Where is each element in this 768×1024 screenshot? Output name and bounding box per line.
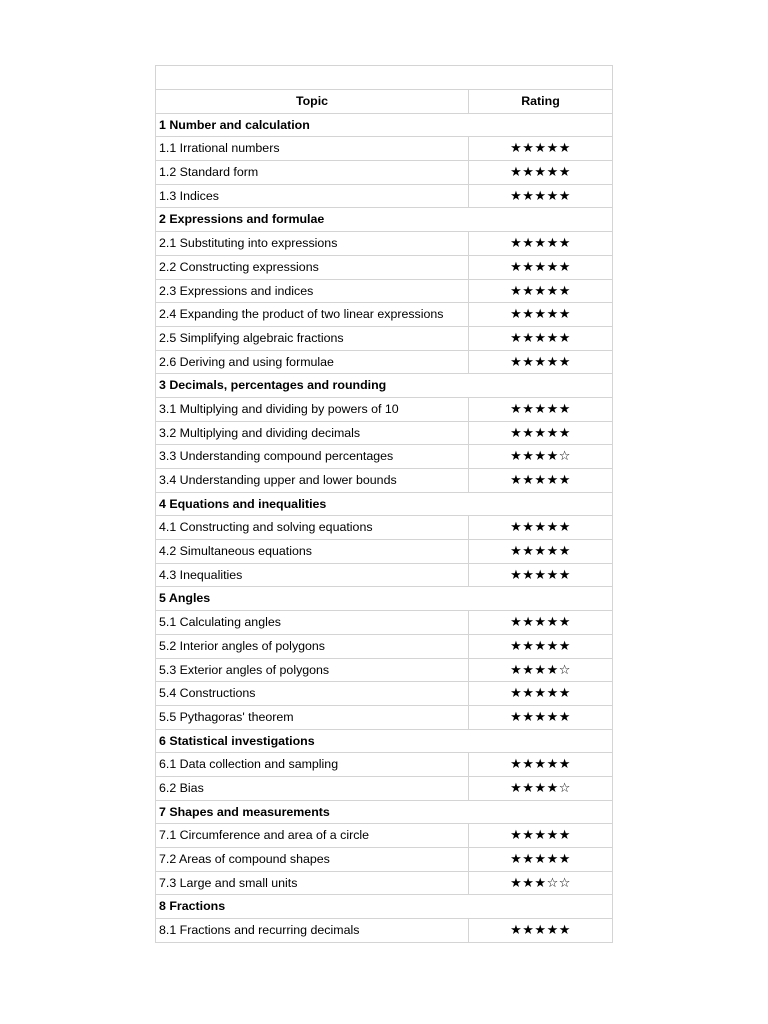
topic-rating-table <box>155 65 613 943</box>
section-header-row <box>156 586 612 610</box>
topic-cell: 2.1 Substituting into expressions <box>159 236 338 251</box>
table-row <box>156 847 612 871</box>
star-rating-cell: ★★★★★ <box>468 256 612 279</box>
star-rating-cell: ★★★★★ <box>468 351 612 374</box>
star-rating-cell: ★★★★☆ <box>468 777 612 800</box>
topic-cell: 5.1 Calculating angles <box>159 615 281 630</box>
topic-cell: 3.4 Understanding upper and lower bounds <box>159 473 397 487</box>
star-rating-cell: ★★★★★ <box>468 848 612 871</box>
table-header-row <box>156 89 612 113</box>
table-row <box>156 515 612 539</box>
table-row <box>156 184 612 208</box>
table-row <box>156 231 612 255</box>
table-row <box>156 563 612 587</box>
star-rating-cell: ★★★★★ <box>468 280 612 303</box>
star-rating-cell: ★★★★★ <box>468 185 612 208</box>
table-row <box>156 397 612 421</box>
topic-cell: 6.1 Data collection and sampling <box>159 757 339 772</box>
table-row <box>156 326 612 350</box>
rating-column-header: Rating <box>468 90 612 113</box>
topic-cell: 3.2 Multiplying and dividing decimals <box>159 425 361 440</box>
section-header-row <box>156 207 612 231</box>
section-title: 8 Fractions <box>159 899 226 914</box>
topic-cell: 4.2 Simultaneous equations <box>159 544 312 559</box>
topic-cell: 2.6 Deriving and using formulae <box>159 354 334 369</box>
star-rating-cell: ★★★★★ <box>468 232 612 255</box>
table-row <box>156 658 612 682</box>
section-header-row <box>156 800 612 824</box>
section-title: 1 Number and calculation <box>159 117 310 132</box>
table-row <box>156 610 612 634</box>
topic-cell: 7.3 Large and small units <box>159 875 298 890</box>
topic-cell: 5.4 Constructions <box>159 686 256 701</box>
star-rating-cell: ★★★★★ <box>468 753 612 776</box>
star-rating-cell: ★★★★★ <box>468 137 612 160</box>
section-header-row <box>156 492 612 516</box>
topic-cell: 2.4 Expanding the product of two linear expressions <box>159 307 444 322</box>
section-title: 5 Angles <box>159 591 211 606</box>
topic-cell: 8.1 Fractions and recurring decimals <box>159 923 360 938</box>
table-row <box>156 255 612 279</box>
table-row <box>156 468 612 492</box>
star-rating-cell: ★★★★★ <box>468 635 612 658</box>
section-header-row <box>156 373 612 397</box>
star-rating-cell: ★★★★★ <box>468 161 612 184</box>
table-row <box>156 160 612 184</box>
topic-cell: 5.3 Exterior angles of polygons <box>159 662 330 677</box>
topic-cell: 6.2 Bias <box>159 780 204 795</box>
table-row <box>156 776 612 800</box>
topic-cell: 2.2 Constructing expressions <box>159 259 319 274</box>
topic-cell: 5.5 Pythagoras' theorem <box>159 709 294 724</box>
topic-cell: 4.3 Inequalities <box>159 567 243 582</box>
table-row <box>156 918 612 942</box>
star-rating-cell: ★★★★★ <box>468 516 612 539</box>
topic-cell: 4.1 Constructing and solving equations <box>159 520 373 535</box>
section-header-row <box>156 113 612 137</box>
topic-cell: 1.2 Standard form <box>159 165 259 180</box>
topic-cell: 1.1 Irrational numbers <box>159 141 280 156</box>
star-rating-cell: ★★★★★ <box>468 303 612 326</box>
section-title: 3 Decimals, percentages and rounding <box>159 378 387 393</box>
star-rating-cell: ★★★★★ <box>468 706 612 729</box>
star-rating-cell: ★★★★☆ <box>468 445 612 468</box>
star-rating-cell: ★★★☆☆ <box>468 872 612 895</box>
topic-cell: 2.3 Expressions and indices <box>159 283 314 298</box>
blank-top-row <box>156 66 612 89</box>
table-row <box>156 681 612 705</box>
topic-cell: 2.5 Simplifying algebraic fractions <box>159 330 344 345</box>
star-rating-cell: ★★★★★ <box>468 824 612 847</box>
topic-cell: 3.1 Multiplying and dividing by powers of 10 <box>159 401 399 416</box>
topic-cell: 5.2 Interior angles of polygons <box>159 638 326 653</box>
star-rating-cell: ★★★★★ <box>468 540 612 563</box>
star-rating-cell: ★★★★★ <box>468 611 612 634</box>
table-row <box>156 539 612 563</box>
star-rating-cell: ★★★★★ <box>468 327 612 350</box>
table-row <box>156 705 612 729</box>
star-rating-cell: ★★★★☆ <box>468 659 612 682</box>
table-row <box>156 823 612 847</box>
section-header-row <box>156 729 612 753</box>
table-row <box>156 871 612 895</box>
topic-cell: 1.3 Indices <box>159 188 219 203</box>
section-title: 4 Equations and inequalities <box>159 496 327 511</box>
table-row <box>156 444 612 468</box>
topic-cell: 7.2 Areas of compound shapes <box>159 852 330 866</box>
section-title: 2 Expressions and formulae <box>159 212 325 227</box>
topic-cell: 3.3 Understanding compound percentages <box>159 449 394 464</box>
table-row <box>156 136 612 160</box>
star-rating-cell: ★★★★★ <box>468 398 612 421</box>
table-row <box>156 350 612 374</box>
topic-cell: 7.1 Circumference and area of a circle <box>159 828 370 843</box>
topic-column-header: Topic <box>295 94 329 108</box>
star-rating-cell: ★★★★★ <box>468 682 612 705</box>
section-title: 7 Shapes and measurements <box>159 804 330 819</box>
star-rating-cell: ★★★★★ <box>468 422 612 445</box>
star-rating-cell: ★★★★★ <box>468 564 612 587</box>
table-row <box>156 302 612 326</box>
table-row <box>156 421 612 445</box>
star-rating-cell: ★★★★★ <box>468 919 612 942</box>
section-title: 6 Statistical investigations <box>159 733 315 748</box>
table-row <box>156 279 612 303</box>
table-row <box>156 634 612 658</box>
star-rating-cell: ★★★★★ <box>468 469 612 492</box>
table-row <box>156 752 612 776</box>
section-header-row <box>156 894 612 918</box>
